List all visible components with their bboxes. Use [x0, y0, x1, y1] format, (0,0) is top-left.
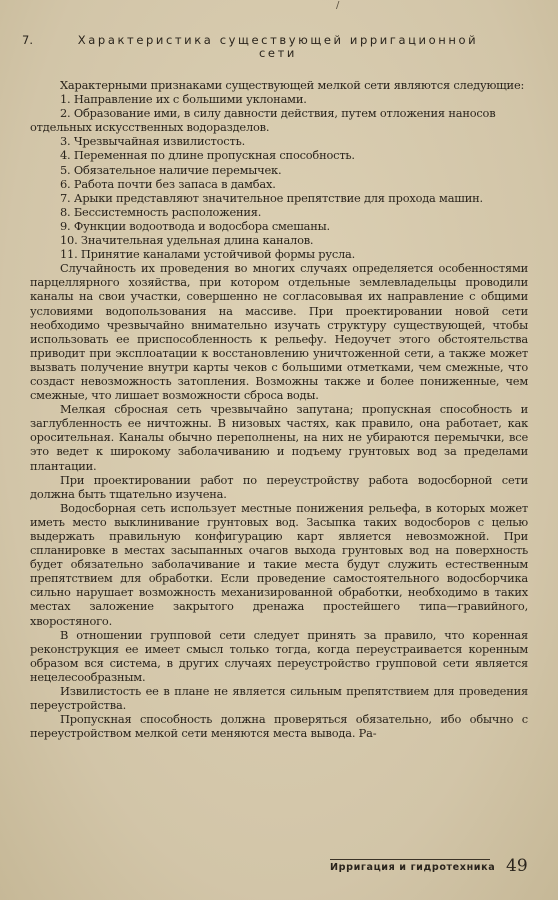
footer-journal-title: Ирригация и гидротехника: [330, 862, 496, 873]
paragraph: Водосборная сеть использует местные понижения рельефа, в которых может иметь место выклинивание грунтовых вод. Засыпка таких водосборов с целью выдержать правильную конфигурацию карт является невозможной. При спланировке в местах засыпанных очагов выхода грунтовых вод на поверхность будет обязательно заболачивание и такие места будут служить естественным препятствием для обработки. Если проведение самостоятельного водосборчика сильно нарушает возможность механизированной обработки, необходимо в таких местах заложение закрытого дренажа простейшего типа—гравийного, хворостяного.: [30, 500, 528, 628]
list-item: 8. Бессистемность расположения.: [60, 204, 262, 219]
paragraph: При проектировании работ по переустройству работа водосборной сети должна быть тщательно изучена.: [30, 472, 528, 501]
paragraph: Пропускная способность должна проверяться обязательно, ибо обычно с переустройством мелкой сети меняются места вывода. Ра-: [30, 712, 528, 741]
paragraph: Извилистость ее в плане не является сильным препятствием для проведения переустройства.: [30, 684, 528, 713]
section-title-line-2: сети: [259, 46, 297, 60]
footer-rule: [330, 859, 490, 860]
page-corner-mark: /: [336, 0, 340, 11]
section-number: 7.: [22, 33, 33, 47]
body-text: [30, 78, 528, 740]
list-item: 3. Чрезвычайная извилистость.: [60, 134, 245, 149]
paragraph: Случайность их проведения во многих случаях определяется особенностями парцеллярного хозяйства, при котором отдельные землевладельцы проводили каналы на свои участки, совершенно не согласовывая их направление с общими условиями водопользования на массиве. При проектировании новой сети необходимо чрезвычайно внимательно изучать структуру существующей, чтобы использовать ее приспособленность к рельефу. Недоучет этого обстоятельства приводит при эксплоатации к восстановлению уничтоженной сети, а также может вызвать получение внутри карты чеков с большими отметками, чем смежные, что создаст невозможность затопления. Возможны также и более пониженные, чем смежные, что лишает возможности сброса воды.: [30, 261, 528, 403]
list-item: 9. Функции водоотвода и водосбора смешаны.: [60, 218, 330, 233]
list-item: 5. Обязательное наличие перемычек.: [60, 162, 282, 177]
list-item: 10. Значительная удельная длина каналов.: [60, 233, 314, 248]
list-item: 4. Переменная по длине пропускная способность.: [60, 148, 355, 163]
list-item: 7. Арыки представляют значительное препятствие для прохода машин.: [60, 190, 483, 205]
list-item: 1. Направление их с большими уклонами.: [60, 92, 307, 107]
section-title-line-1: Характеристика существующей ирригационной: [77, 33, 479, 47]
paragraph: В отношении групповой сети следует принять за правило, что коренная реконструкция ее имеет смысл только тогда, когда переустраивается коренным образом вся система, в других случаях переустройство групповой сети является нецелесообразным.: [30, 627, 528, 684]
paragraph: Характерными признаками существующей мелкой сети являются следующие:: [60, 78, 525, 92]
section-heading: [22, 34, 534, 60]
list-item: 6. Работа почти без запаса в дамбах.: [60, 176, 276, 191]
list-item: 11. Принятие каналами устойчивой формы русла.: [60, 247, 356, 262]
page-number: 49: [506, 856, 528, 876]
list-item: 2. Образование ими, в силу давности действия, путем отложения наносов отдельных искусственных водоразделов.: [30, 106, 496, 135]
paragraph: Мелкая сбросная сеть чрезвычайно запутана; пропускная способность и заглубленность ее ничтожны. В низовых частях, как правило, она работает, как оросительная. Каналы обычно переполнены, на них не убираются перемычки, все это ведет к широкому заболачиванию и подъему грунтовых вод за пределами плантации.: [30, 402, 528, 473]
